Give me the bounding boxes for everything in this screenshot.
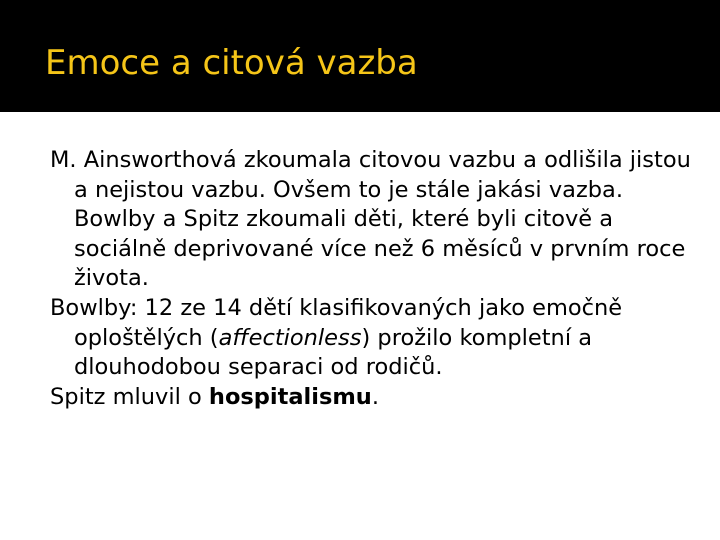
paragraph-text: Spitz mluvil o	[50, 383, 209, 410]
term-affectionless: affectionless	[218, 324, 362, 351]
title-bar	[0, 0, 720, 112]
slide-body	[50, 146, 710, 412]
paragraph-text: M. Ainsworthová zkoumala citovou vazbu a odlišila jistou a nejistou vazbu. Ovšem to je stále jakási vazba. Bowlby a Spitz zkoumali děti, které byli citově a sociálně deprivované více než 6 měsíců v prvním roce života.	[50, 147, 691, 292]
paragraph-spitz	[50, 383, 710, 413]
term-hospitalismus: hospitalismu	[208, 383, 372, 410]
slide-title: Emoce a citová vazba	[45, 43, 418, 83]
paragraph-text: .	[371, 383, 379, 410]
paragraph-bowlby	[50, 294, 710, 383]
paragraph-text: ) prožilo kompletní a dlouhodobou separaci od rodičů.	[74, 324, 593, 381]
paragraph-ainsworth	[50, 146, 710, 294]
paragraph-text: Bowlby: 12 ze 14 dětí klasifikovaných jako emočně oploštělých (	[50, 294, 623, 351]
